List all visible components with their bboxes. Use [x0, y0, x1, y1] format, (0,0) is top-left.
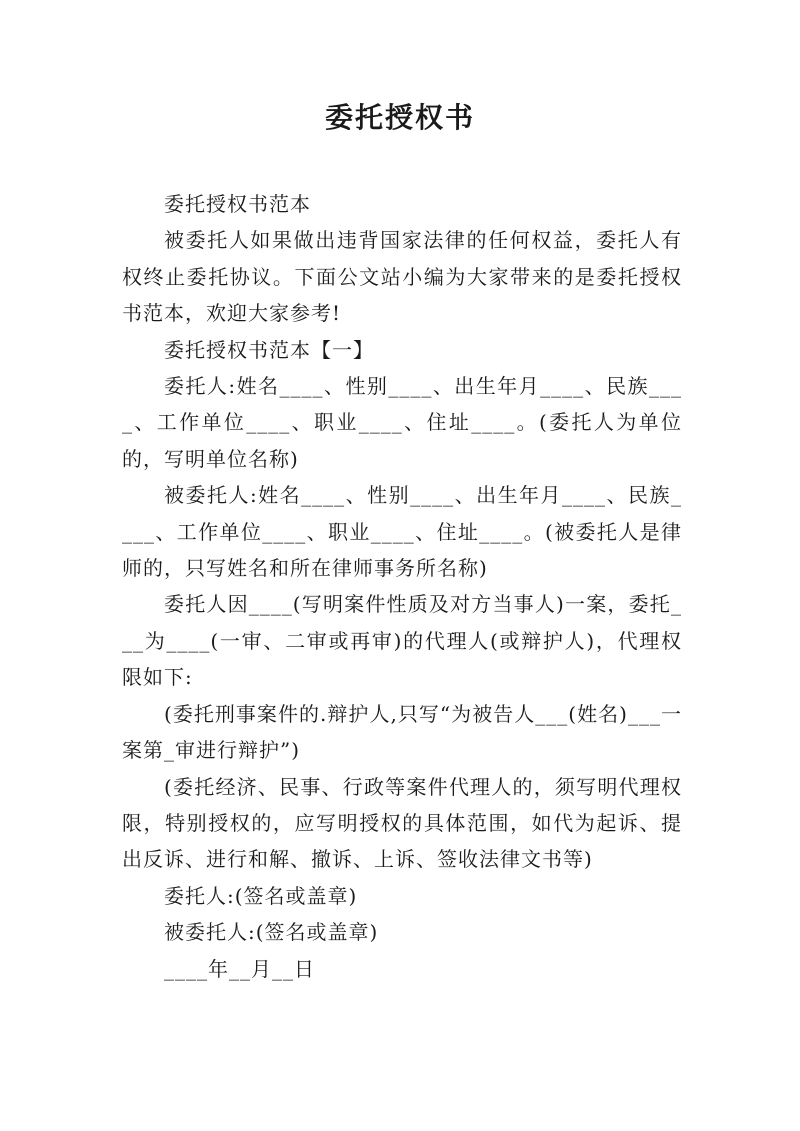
paragraph-case-entrust: 委托人因____(写明案件性质及对方当事人)一案，委托___为____(一审、二审或再审)的代理人(或辩护人)，代理权限如下: — [122, 592, 682, 690]
paragraph-intro: 被委托人如果做出违背国家法律的任何权益，委托人有权终止委托协议。下面公文站小编为大家带来的是委托授权书范本，欢迎大家参考! — [122, 228, 682, 326]
paragraph-principal-info: 委托人:姓名____、性别____、出生年月____、民族____、工作单位____、职业____、住址____。(委托人为单位的，写明单位名称) — [122, 374, 682, 471]
paragraph-criminal-defense: (委托刑事案件的.辩护人,只写“为被告人___(姓名)___一案第_审进行辩护”) — [122, 701, 682, 763]
paragraph-section-heading: 委托授权书范本【一】 — [164, 337, 374, 362]
paragraph-principal-signature: 委托人:(签名或盖章) — [164, 883, 358, 908]
document-title: 委托授权书 — [324, 101, 475, 134]
paragraph-agent-info: 被委托人:姓名____、性别____、出生年月____、民族____、工作单位____、职业____、住址____。(被委托人是律师的，只写姓名和所在律师事务所名称) — [122, 483, 682, 581]
paragraph-agent-signature: 被委托人:(签名或盖章) — [164, 920, 379, 945]
paragraph-civil-agency: (委托经济、民事、行政等案件代理人的，须写明代理权限，特别授权的，应写明授权的具体范围，如代为起诉、提出反诉、进行和解、撤诉、上诉、签收法律文书等) — [122, 774, 682, 872]
paragraph-date: ____年__月__日 — [164, 956, 315, 981]
paragraph-sample-heading: 委托授权书范本 — [164, 192, 311, 216]
document-body — [122, 186, 682, 987]
